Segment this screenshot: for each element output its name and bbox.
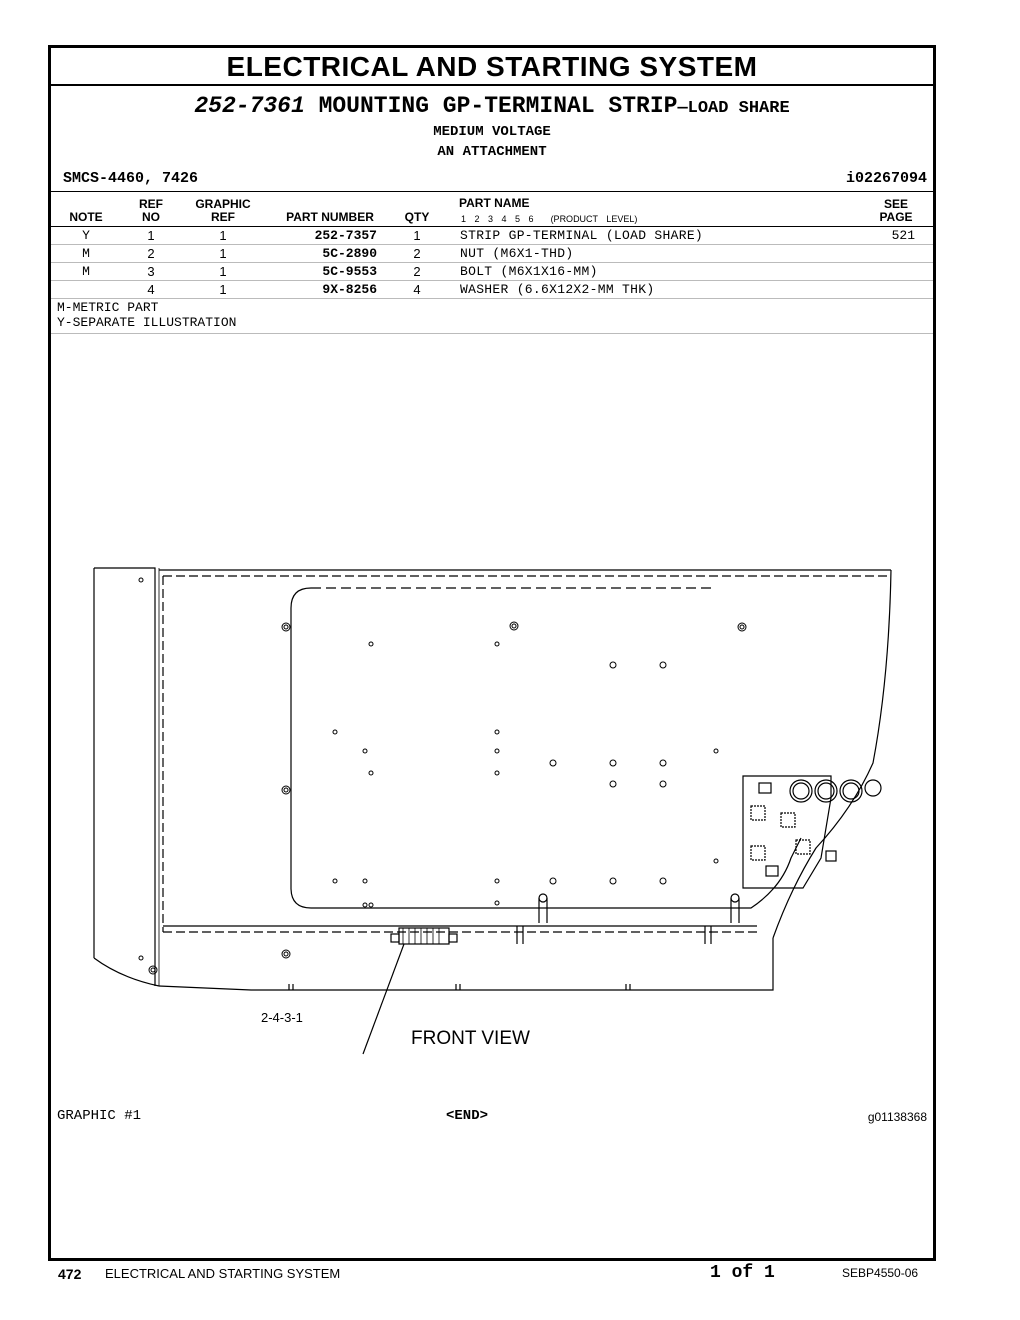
group-part-number: 252-7361: [194, 93, 305, 119]
level-numbers: 1 2 3 4 5 6: [461, 214, 534, 224]
header-rule: [51, 191, 933, 192]
row-part-name: NUT (M6X1-THD): [460, 246, 574, 261]
notes-rule: [51, 333, 933, 334]
row-part-number: 5C-9553: [322, 264, 377, 279]
section-title: ELECTRICAL AND STARTING SYSTEM: [51, 48, 933, 86]
product-level-label: (PRODUCT LEVEL): [550, 214, 638, 224]
drawing-callout: 2-4-3-1: [261, 1010, 303, 1025]
col-note: NOTE: [69, 210, 103, 224]
group-name: MOUNTING GP-TERMINAL STRIP: [318, 93, 678, 119]
document-ident: i02267094: [845, 170, 927, 187]
row-part-name: BOLT (M6X1X16-MM): [460, 264, 598, 279]
footer-page-number: 472: [58, 1266, 82, 1282]
legend-notes: [57, 300, 236, 330]
col-part-number: PART NUMBER: [286, 210, 374, 224]
table-row: [51, 226, 933, 244]
col-see-page: SEE PAGE: [879, 197, 913, 224]
front-view-drawing: [91, 558, 901, 1058]
row-ref-no: 2: [147, 246, 155, 261]
group-subtitle-1: MEDIUM VOLTAGE: [433, 124, 551, 140]
group-subtitle-2: AN ATTACHMENT: [437, 144, 547, 160]
page-frame: [48, 45, 936, 1261]
row-divider: [51, 298, 933, 299]
row-graphic-ref: 1: [219, 264, 227, 279]
footer-page-of: 1 of 1: [710, 1263, 775, 1283]
row-part-name: STRIP GP-TERMINAL (LOAD SHARE): [460, 228, 704, 243]
table-row: [51, 280, 933, 298]
graphic-label: GRAPHIC #1: [57, 1108, 142, 1124]
note-separate-illustration: Y-SEPARATE ILLUSTRATION: [57, 315, 237, 330]
row-ref-no: 4: [147, 282, 155, 297]
footer-section: ELECTRICAL AND STARTING SYSTEM: [105, 1266, 341, 1281]
col-graphic-ref: GRAPHIC REF: [195, 197, 251, 224]
group-suffix: —LOAD SHARE: [677, 99, 790, 118]
row-ref-no: 3: [147, 264, 155, 279]
col-qty: QTY: [404, 210, 430, 224]
note-metric: M-METRIC PART: [57, 300, 159, 315]
row-qty: 2: [413, 246, 421, 261]
product-levels: [461, 214, 637, 224]
row-qty: 1: [413, 228, 421, 243]
col-part-name: PART NAME: [459, 196, 530, 210]
row-part-name: WASHER (6.6X12X2-MM THK): [460, 282, 655, 297]
smcs-code: SMCS-4460, 7426: [63, 170, 199, 187]
row-part-number: 9X-8256: [322, 282, 377, 297]
row-graphic-ref: 1: [219, 228, 227, 243]
row-part-number: 252-7357: [314, 228, 377, 243]
group-heading: [51, 93, 933, 119]
row-note: M: [82, 264, 90, 279]
row-note: Y: [82, 228, 90, 243]
row-part-number: 5C-2890: [322, 246, 377, 261]
view-label: FRONT VIEW: [411, 1028, 530, 1049]
col-ref-no: REF NO: [139, 197, 163, 224]
row-ref-no: 1: [147, 228, 155, 243]
row-see-page: 521: [891, 228, 915, 243]
row-graphic-ref: 1: [219, 282, 227, 297]
footer-document-number: SEBP4550-06: [842, 1266, 919, 1280]
row-qty: 2: [413, 264, 421, 279]
table-row: [51, 262, 933, 280]
row-note: M: [82, 246, 90, 261]
end-tag: <END>: [446, 1108, 489, 1124]
row-graphic-ref: 1: [219, 246, 227, 261]
row-qty: 4: [413, 282, 421, 297]
table-row: [51, 244, 933, 262]
graphic-id: g01138368: [867, 1110, 927, 1124]
